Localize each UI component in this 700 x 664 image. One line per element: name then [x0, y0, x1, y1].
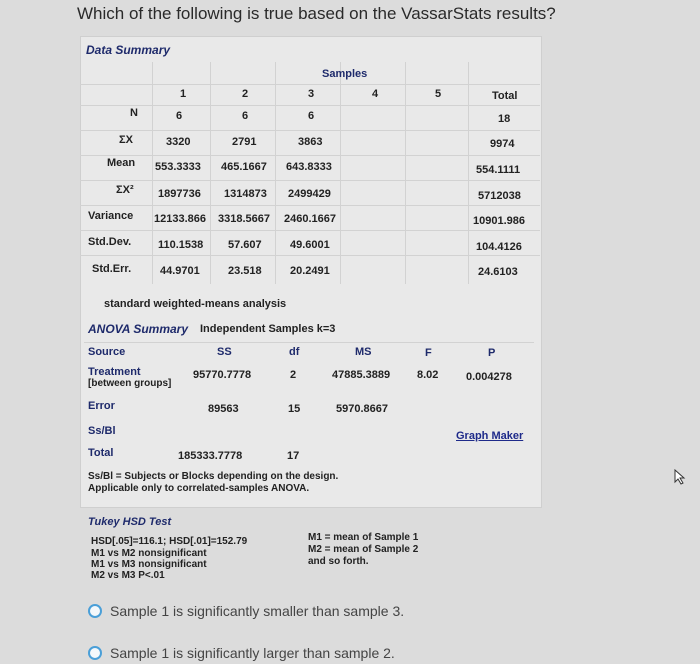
sample-number: 2 [242, 88, 249, 100]
treatment-label: Treatment [88, 366, 141, 378]
cell-s2-variance: 3318.5667 [218, 213, 270, 225]
treatment-df: 2 [290, 369, 297, 381]
cell-total-variance: 10901.986 [473, 215, 525, 227]
tukey-comparison: M1 vs M3 nonsignificant [91, 559, 207, 570]
cell-s3-variance: 2460.1667 [284, 213, 336, 225]
grid-line [275, 62, 276, 284]
tukey-legend: M2 = mean of Sample 2 [308, 544, 419, 555]
samples-label: Samples [322, 68, 368, 80]
question-text: Which of the following is true based on the VassarStats results? [77, 4, 556, 23]
anova-header-f: F [425, 347, 432, 359]
analysis-label: standard weighted-means analysis [104, 298, 287, 310]
treatment-sub: [between groups] [88, 378, 172, 389]
answer-option-label: Sample 1 is significantly smaller than sample 3. [110, 603, 405, 619]
row-label-n: N [130, 107, 138, 119]
tukey-hsd: HSD[.05]=116.1; HSD[.01]=152.79 [91, 536, 248, 547]
grid-line [80, 255, 540, 256]
error-label: Error [88, 400, 115, 412]
grid-line [80, 230, 540, 231]
grid-line [80, 105, 540, 106]
ssbl-label: Ss/Bl [88, 425, 116, 437]
row-label-stderr: Std.Err. [92, 263, 132, 275]
cell-s1-mean: 553.3333 [155, 161, 201, 173]
grid-line [80, 84, 540, 85]
treatment-f: 8.02 [417, 369, 439, 381]
cell-total-sumx: 9974 [490, 138, 515, 150]
anova-note: Applicable only to correlated-samples ANOVA. [88, 483, 310, 494]
row-label-stddev: Std.Dev. [88, 236, 132, 248]
cell-s3-mean: 643.8333 [286, 161, 332, 173]
cell-s2-sumx: 2791 [232, 136, 257, 148]
cell-s2-sumx2: 1314873 [224, 188, 267, 200]
tukey-legend: M1 = mean of Sample 1 [308, 532, 419, 543]
grid-line [80, 180, 540, 181]
anova-note: Ss/Bl = Subjects or Blocks depending on the design. [88, 471, 339, 482]
anova-subtitle: Independent Samples k=3 [200, 323, 336, 335]
cell-s2-n: 6 [242, 110, 249, 122]
treatment-p: 0.004278 [466, 371, 512, 383]
mouse-cursor-icon [674, 469, 686, 485]
anova-title: ANOVA Summary [88, 322, 189, 336]
tukey-comparison: M1 vs M2 nonsignificant [91, 548, 207, 559]
cell-s1-stderr: 44.9701 [160, 265, 200, 277]
cell-total-sumx2: 5712038 [478, 190, 521, 202]
grid-line [80, 205, 540, 206]
cell-s1-n: 6 [176, 110, 183, 122]
grid-line [152, 62, 153, 284]
row-label-sumx2: ΣX² [116, 184, 134, 196]
grid-line [405, 62, 406, 284]
cell-s3-stderr: 20.2491 [290, 265, 330, 277]
cell-s3-stddev: 49.6001 [290, 239, 330, 251]
data-summary-title: Data Summary [86, 43, 171, 57]
error-df: 15 [288, 403, 301, 415]
total-label: Total [88, 447, 114, 459]
radio-icon[interactable] [88, 646, 102, 660]
cell-s3-n: 6 [308, 110, 315, 122]
answer-option-2[interactable] [88, 645, 395, 661]
treatment-ms: 47885.3889 [332, 369, 391, 381]
treatment-ss: 95770.7778 [193, 369, 252, 381]
row-label-sumx: ΣX [119, 134, 133, 146]
cell-s1-variance: 12133.866 [154, 213, 206, 225]
cell-total-mean: 554.1111 [476, 164, 521, 176]
cell-s1-sumx: 3320 [166, 136, 191, 148]
cell-total-stddev: 104.4126 [476, 241, 522, 253]
tukey-title: Tukey HSD Test [88, 516, 172, 528]
tukey-legend: and so forth. [308, 556, 369, 567]
sample-number: 3 [308, 88, 315, 100]
row-label-mean: Mean [107, 157, 136, 169]
cell-s2-mean: 465.1667 [221, 161, 267, 173]
anova-header-ss: SS [217, 346, 232, 358]
row-label-variance: Variance [88, 210, 134, 222]
grid-line [210, 62, 211, 284]
anova-header-source: Source [88, 346, 126, 358]
cell-s2-stddev: 57.607 [228, 239, 262, 251]
anova-header-p: P [488, 347, 496, 359]
radio-icon[interactable] [88, 604, 102, 618]
anova-header-df: df [289, 346, 300, 358]
grid-line [340, 62, 341, 284]
total-header: Total [492, 90, 518, 102]
cell-total-stderr: 24.6103 [478, 266, 518, 278]
graph-maker-link[interactable]: Graph Maker [456, 430, 524, 442]
error-ms: 5970.8667 [336, 403, 388, 415]
grid-line [468, 62, 469, 284]
answer-option-label: Sample 1 is significantly larger than sample 2. [110, 645, 395, 661]
answer-option-1[interactable] [88, 603, 404, 619]
cell-total-n: 18 [498, 113, 511, 125]
grid-line [80, 130, 540, 131]
cell-s2-stderr: 23.518 [228, 265, 262, 277]
cell-s3-sumx2: 2499429 [288, 188, 331, 200]
anova-header-ms: MS [355, 346, 372, 358]
cell-s1-sumx2: 1897736 [158, 188, 201, 200]
total-df: 17 [287, 450, 300, 462]
cell-s3-sumx: 3863 [298, 136, 323, 148]
anova-divider [84, 342, 534, 343]
error-ss: 89563 [208, 403, 239, 415]
sample-number: 1 [180, 88, 187, 100]
sample-number: 5 [435, 88, 442, 100]
grid-line [80, 155, 540, 156]
tukey-comparison: M2 vs M3 P<.01 [91, 570, 165, 578]
total-ss: 185333.7778 [178, 450, 243, 462]
cell-s1-stddev: 110.1538 [158, 239, 204, 251]
sample-number: 4 [372, 88, 379, 100]
